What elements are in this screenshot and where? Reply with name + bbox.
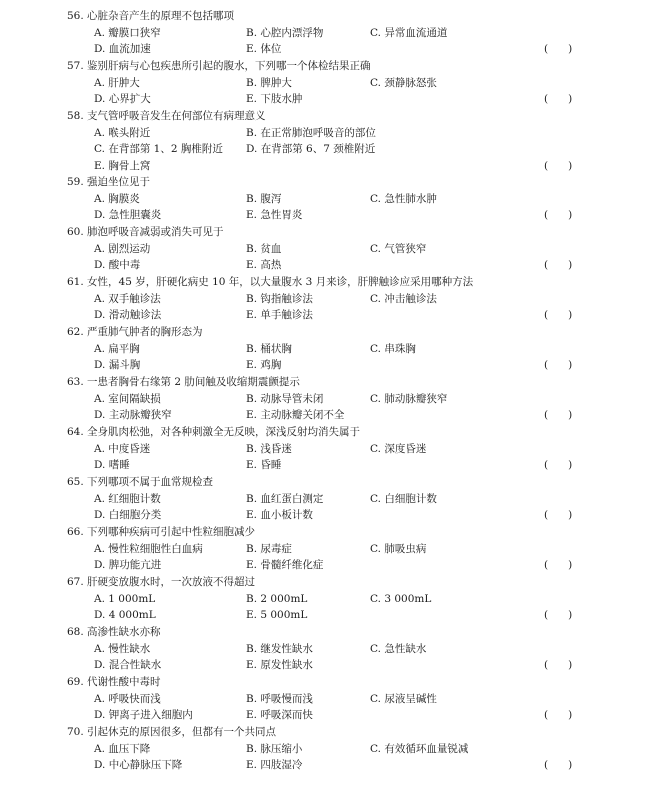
option-first: D. 4 000mL: [94, 609, 156, 622]
option-row: [0, 391, 651, 408]
option-first: A. 胸膜炎: [94, 192, 140, 205]
option-first: D. 脾功能亢进: [94, 559, 162, 572]
question-item: [0, 224, 651, 274]
answer-blank[interactable]: ( ): [544, 759, 573, 772]
option-row: [0, 641, 651, 658]
answer-blank[interactable]: ( ): [544, 43, 573, 56]
option-second: E. 昏睡: [246, 459, 282, 472]
option-row: [0, 91, 651, 108]
answer-blank[interactable]: ( ): [544, 93, 573, 106]
option-second: B. 心腔内漂浮物: [246, 26, 324, 39]
option-row: [0, 491, 651, 508]
question-stem-line: [0, 524, 651, 541]
option-first: D. 心界扩大: [94, 93, 151, 106]
option-second: E. 原发性缺水: [246, 659, 313, 672]
option-second: B. 脉压缩小: [246, 742, 303, 755]
option-row: [0, 607, 651, 624]
option-third: C. 深度昏迷: [370, 442, 427, 455]
option-row: [0, 25, 651, 42]
question-item: [0, 724, 651, 774]
question-stem: 57. 鉴别肝病与心包疾患所引起的腹水，下列哪一个体检结果正确: [67, 60, 371, 72]
option-first: A. 扁平胸: [94, 342, 140, 355]
option-first: A. 红细胞计数: [94, 492, 161, 505]
option-first: D. 滑动触诊法: [94, 309, 162, 322]
option-second: E. 5 000mL: [246, 609, 308, 622]
option-first: A. 呼吸快而浅: [94, 692, 161, 705]
option-third: C. 急性缺水: [370, 642, 427, 655]
option-third: C. 气管狭窄: [370, 242, 427, 255]
option-first: D. 混合性缺水: [94, 659, 162, 672]
option-row: [0, 657, 651, 674]
question-stem: 65. 下列哪项不属于血常规检查: [67, 476, 214, 488]
answer-blank[interactable]: ( ): [544, 659, 573, 672]
answer-blank[interactable]: ( ): [544, 609, 573, 622]
option-first: A. 1 000mL: [94, 592, 156, 605]
option-row: [0, 291, 651, 308]
answer-blank[interactable]: ( ): [544, 359, 573, 372]
question-stem-line: [0, 58, 651, 75]
option-row: [0, 207, 651, 224]
option-second: E. 呼吸深而快: [246, 709, 313, 722]
question-stem-line: [0, 224, 651, 241]
option-first: A. 双手触诊法: [94, 292, 161, 305]
option-second: B. 血红蛋白测定: [246, 492, 324, 505]
option-third: C. 串珠胸: [370, 342, 416, 355]
option-second: E. 体位: [246, 43, 282, 56]
option-row: [0, 141, 651, 158]
question-stem-line: [0, 474, 651, 491]
option-first: A. 慢性缺水: [94, 642, 151, 655]
question-stem: 67. 肝硬变放腹水时，一次放液不得超过: [67, 576, 256, 588]
option-row: [0, 507, 651, 524]
answer-blank[interactable]: ( ): [544, 409, 573, 422]
option-row: [0, 257, 651, 274]
option-second: E. 血小板计数: [246, 509, 313, 522]
answer-blank[interactable]: ( ): [544, 259, 573, 272]
option-second: B. 呼吸慢而浅: [246, 692, 313, 705]
option-first: D. 主动脉瓣狭窄: [94, 409, 172, 422]
option-second: B. 脾肿大: [246, 76, 292, 89]
option-first: A. 剧烈运动: [94, 242, 151, 255]
option-row: [0, 357, 651, 374]
question-item: [0, 474, 651, 524]
question-stem-line: [0, 324, 651, 341]
option-row: [0, 158, 651, 175]
option-second: E. 高热: [246, 259, 282, 272]
option-first: C. 在背部第 1、2 胸椎附近: [94, 143, 223, 156]
question-stem-line: [0, 174, 651, 191]
option-second: B. 2 000mL: [246, 592, 308, 605]
option-first: A. 瓣膜口狭窄: [94, 26, 161, 39]
question-stem-line: [0, 724, 651, 741]
answer-blank[interactable]: ( ): [544, 459, 573, 472]
option-first: A. 慢性粒细胞性白血病: [94, 542, 203, 555]
option-row: [0, 341, 651, 358]
question-stem: 58. 支气管呼吸音发生在何部位有病理意义: [67, 110, 266, 122]
option-third: C. 冲击触诊法: [370, 292, 437, 305]
question-stem: 61. 女性，45 岁，肝硬化病史 10 年，以大量腹水 3 月来诊，肝脾触诊应采用哪种方法: [67, 276, 474, 288]
option-second: B. 钩指触诊法: [246, 292, 313, 305]
option-row: [0, 541, 651, 558]
question-stem-line: [0, 374, 651, 391]
option-third: C. 肺吸虫病: [370, 542, 427, 555]
option-first: A. 血压下降: [94, 742, 151, 755]
option-third: C. 尿液呈碱性: [370, 692, 437, 705]
option-first: E. 胸骨上窝: [94, 159, 151, 172]
option-row: [0, 125, 651, 142]
answer-blank[interactable]: ( ): [544, 309, 573, 322]
question-stem: 59. 强迫坐位见于: [67, 176, 151, 188]
question-item: [0, 274, 651, 324]
option-second: B. 腹泻: [246, 192, 282, 205]
option-third: C. 白细胞计数: [370, 492, 437, 505]
option-second: B. 尿毒症: [246, 542, 292, 555]
option-third: C. 3 000mL: [370, 592, 432, 605]
option-second: B. 贫血: [246, 242, 282, 255]
option-row: [0, 307, 651, 324]
question-item: [0, 58, 651, 108]
question-item: [0, 324, 651, 374]
option-row: [0, 691, 651, 708]
answer-blank[interactable]: ( ): [544, 709, 573, 722]
option-first: A. 中度昏迷: [94, 442, 151, 455]
question-item: [0, 174, 651, 224]
question-item: [0, 574, 651, 624]
question-item: [0, 674, 651, 724]
option-first: A. 肝肿大: [94, 76, 140, 89]
option-second: E. 单手触诊法: [246, 309, 313, 322]
option-second: B. 动脉导管未闭: [246, 392, 324, 405]
option-first: D. 血流加速: [94, 43, 151, 56]
option-row: [0, 707, 651, 724]
question-item: [0, 624, 651, 674]
question-stem: 56. 心脏杂音产生的原理不包括哪项: [67, 10, 235, 22]
question-stem: 60. 肺泡呼吸音减弱或消失可见于: [67, 226, 224, 238]
question-stem-line: [0, 674, 651, 691]
option-row: [0, 741, 651, 758]
option-first: D. 急性胆囊炎: [94, 209, 162, 222]
question-item: [0, 108, 651, 174]
option-third: C. 颈静脉怒张: [370, 76, 437, 89]
question-stem-line: [0, 108, 651, 125]
option-first: A. 喉头附近: [94, 126, 151, 139]
question-stem: 62. 严重肺气肿者的胸形态为: [67, 326, 203, 338]
option-row: [0, 241, 651, 258]
option-second: E. 下肢水肿: [246, 93, 303, 106]
option-row: [0, 457, 651, 474]
question-item: [0, 524, 651, 574]
option-first: D. 中心静脉压下降: [94, 759, 183, 772]
option-first: D. 嗜睡: [94, 459, 130, 472]
option-second: D. 在背部第 6、7 颈椎附近: [246, 143, 376, 156]
option-third: C. 异常血流通道: [370, 26, 448, 39]
option-second: E. 急性胃炎: [246, 209, 303, 222]
question-stem-line: [0, 624, 651, 641]
answer-blank[interactable]: ( ): [544, 159, 573, 172]
question-stem: 63. 一患者胸骨右缘第 2 肋间触及收缩期震颤提示: [67, 376, 300, 388]
answer-blank[interactable]: ( ): [544, 509, 573, 522]
question-stem: 66. 下列哪种疾病可引起中性粒细胞减少: [67, 526, 256, 538]
option-second: E. 骨髓纤维化症: [246, 559, 324, 572]
option-first: D. 钾离子进入细胞内: [94, 709, 193, 722]
option-second: E. 鸡胸: [246, 359, 282, 372]
question-item: [0, 374, 651, 424]
option-second: B. 桶状胸: [246, 342, 292, 355]
answer-blank[interactable]: ( ): [544, 209, 573, 222]
question-stem-line: [0, 274, 651, 291]
option-second: E. 主动脉瓣关闭不全: [246, 409, 345, 422]
question-stem-line: [0, 424, 651, 441]
question-stem-line: [0, 8, 651, 25]
answer-blank[interactable]: ( ): [544, 559, 573, 572]
option-row: [0, 41, 651, 58]
option-row: [0, 441, 651, 458]
option-third: C. 有效循环血量锐减: [370, 742, 469, 755]
option-second: E. 四肢湿冷: [246, 759, 303, 772]
option-row: [0, 407, 651, 424]
option-row: [0, 591, 651, 608]
option-first: D. 漏斗胸: [94, 359, 141, 372]
question-item: [0, 8, 651, 58]
option-third: C. 肺动脉瓣狭窄: [370, 392, 448, 405]
question-stem-line: [0, 574, 651, 591]
option-row: [0, 191, 651, 208]
option-second: B. 在正常肺泡呼吸音的部位: [246, 126, 376, 139]
option-second: B. 浅昏迷: [246, 442, 292, 455]
option-third: C. 急性肺水肿: [370, 192, 437, 205]
option-first: D. 白细胞分类: [94, 509, 162, 522]
question-stem: 64. 全身肌肉松弛，对各种刺激全无反映，深浅反射均消失属于: [67, 426, 361, 438]
option-first: D. 酸中毒: [94, 259, 141, 272]
option-row: [0, 557, 651, 574]
option-first: A. 室间隔缺损: [94, 392, 161, 405]
question-stem: 68. 高渗性缺水亦称: [67, 626, 161, 638]
question-stem: 70. 引起休克的原因很多，但都有一个共同点: [67, 726, 277, 738]
question-stem: 69. 代谢性酸中毒时: [67, 676, 161, 688]
option-second: B. 继发性缺水: [246, 642, 313, 655]
option-row: [0, 757, 651, 774]
question-item: [0, 424, 651, 474]
option-row: [0, 75, 651, 92]
